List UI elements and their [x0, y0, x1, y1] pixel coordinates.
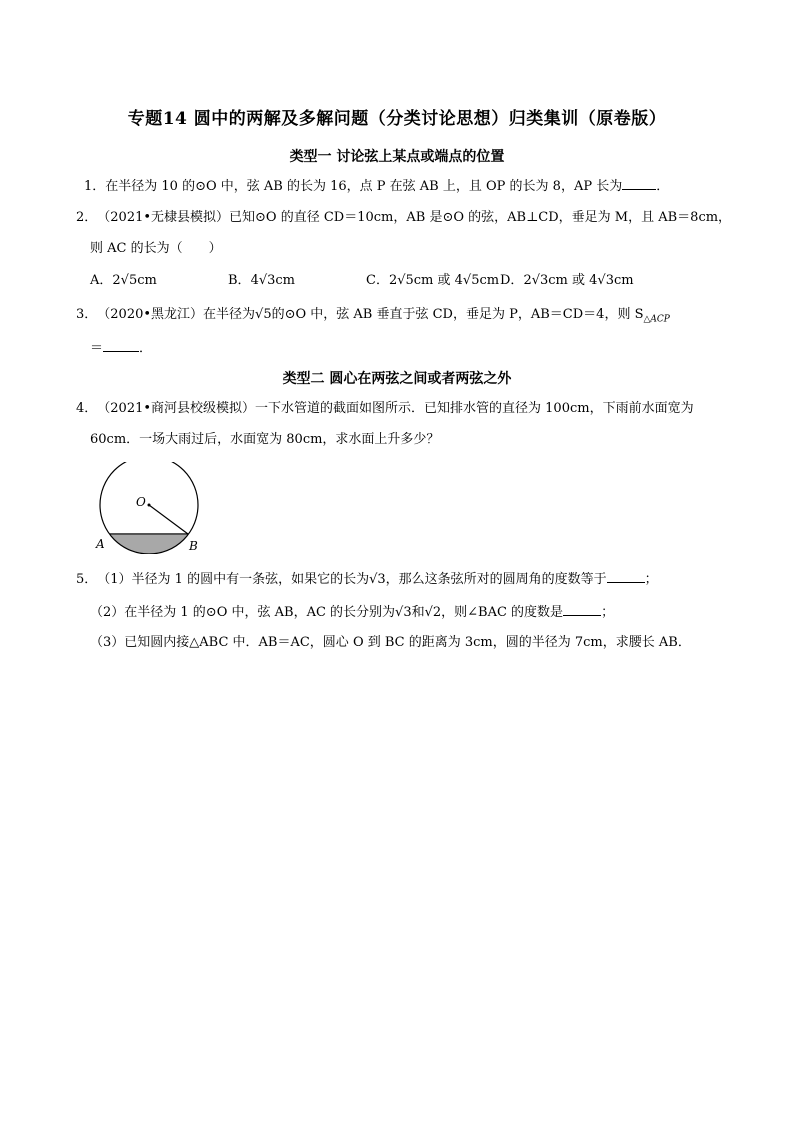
radius-ob	[149, 505, 188, 534]
question-2-number: 2．	[76, 210, 98, 225]
question-1-end: ．	[656, 179, 670, 194]
question-3-equals: ＝	[90, 341, 104, 356]
question-5-line-2	[90, 602, 614, 622]
question-5	[76, 569, 658, 589]
option-d-value: 2√3cm 或 4√3cm	[523, 273, 634, 288]
answer-blank-5-2	[563, 602, 601, 616]
question-3-number: 3．	[76, 307, 98, 322]
label-b: B	[189, 539, 198, 553]
question-1-number: 1．	[84, 179, 106, 194]
option-c	[366, 272, 499, 290]
answer-blank-1	[622, 176, 656, 190]
question-5-part-2-end: ；	[601, 605, 615, 620]
label-a: A	[96, 537, 105, 551]
question-5-part-2: （2）在半径为 1 的⊙O 中，弦 AB，AC 的长分别为√3和√2，则∠BAC 的度数是	[90, 605, 564, 620]
pipe-cross-section-figure	[90, 462, 210, 554]
question-3-text: （2020•黑龙江）在半径为√5的⊙O 中，弦 AB 垂直于弦 CD，垂足为 P，AB＝CD＝4，则 S	[97, 307, 644, 322]
option-c-value: 2√5cm 或 4√5cm	[388, 273, 500, 288]
question-4-number: 4．	[76, 401, 98, 416]
option-c-label: C．	[366, 273, 389, 288]
question-3-end: ．	[139, 341, 153, 356]
question-3-line-2	[90, 338, 152, 358]
question-2-text: （2021•无棣县模拟）已知⊙O 的直径 CD＝10cm，AB 是⊙O 的弦，AB⊥CD，垂足为 M，且 AB＝8cm，	[97, 210, 732, 225]
question-5-part-1-end: ；	[644, 572, 658, 587]
center-point	[148, 504, 151, 507]
section-heading-1: 类型一 讨论弦上某点或端点的位置	[289, 149, 505, 165]
question-1-text: 在半径为 10 的⊙O 中，弦 AB 的长为 16，点 P 在弦 AB 上，且 OP 的长为 8，AP 长为	[105, 179, 623, 194]
page-title: 专题14 圆中的两解及多解问题（分类讨论思想）归类集训（原卷版）	[127, 109, 667, 129]
question-4	[76, 400, 694, 418]
option-a-value: 2√5cm	[112, 273, 157, 288]
question-4-text: （2021•商河县校级模拟）一下水管道的截面如图所示．已知排水管的直径为 100cm，下雨前水面宽为	[97, 401, 694, 416]
option-a	[90, 272, 157, 290]
answer-blank-5-1	[607, 569, 645, 583]
question-2	[76, 209, 731, 227]
question-1	[84, 176, 669, 196]
option-b	[228, 272, 295, 290]
question-3-subscript: △ACP	[643, 314, 670, 325]
question-2-line-2: 则 AC 的长为（ ）	[90, 241, 222, 256]
section-heading-2: 类型二 圆心在两弦之间或者两弦之外	[282, 371, 512, 387]
question-5-number: 5．	[76, 572, 98, 587]
question-5-part-1: （1）半径为 1 的圆中有一条弦，如果它的长为√3，那么这条弦所对的圆周角的度数等于	[97, 572, 607, 587]
option-b-value: 4√3cm	[250, 273, 295, 288]
option-b-label: B．	[228, 273, 251, 288]
answer-blank-3	[103, 338, 139, 352]
option-d-label: D．	[500, 273, 524, 288]
option-d	[500, 272, 634, 290]
option-a-label: A．	[90, 273, 113, 288]
question-3	[76, 306, 670, 329]
question-4-line-2: 60cm．一场大雨过后，水面宽为 80cm，求水面上升多少？	[90, 432, 440, 447]
label-o: O	[136, 495, 146, 509]
question-5-part-3: （3）已知圆内接△ABC 中．AB＝AC，圆心 O 到 BC 的距离为 3cm，圆的半径为 7cm，求腰长 AB．	[90, 635, 691, 650]
